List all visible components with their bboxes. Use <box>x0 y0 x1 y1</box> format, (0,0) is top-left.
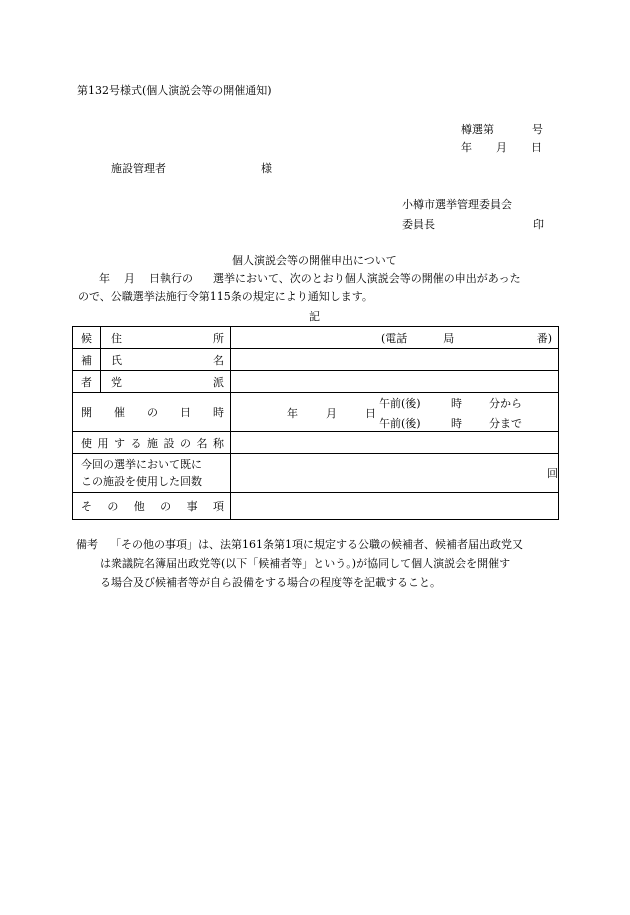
document-number-suffix: 号 <box>532 123 543 136</box>
address-label-char-1: 住 <box>111 331 122 345</box>
other-label-char-5: 事 <box>186 500 198 513</box>
facility-label-char-9: 称 <box>213 436 224 450</box>
end-minute: 分まで <box>489 417 522 430</box>
other-label-char-6: 項 <box>212 500 224 513</box>
issue-date-month: 月 <box>496 141 507 154</box>
row-usage-count <box>73 454 559 493</box>
facility-label-char-4: る <box>130 436 142 450</box>
other-value-cell[interactable] <box>231 493 559 520</box>
start-hour: 時 <box>451 397 462 410</box>
other-label-char-1: そ <box>81 500 92 513</box>
party-label-cell <box>101 371 231 393</box>
row-name <box>73 349 559 371</box>
address-value-cell[interactable] <box>231 327 559 349</box>
facility-label-char-1: 使 <box>81 436 92 450</box>
start-minute: 分から <box>489 397 522 410</box>
seal-mark: 印 <box>533 218 544 231</box>
party-label-char-2: 派 <box>213 375 224 389</box>
issue-date <box>461 141 542 155</box>
party-value-cell[interactable] <box>231 371 559 393</box>
other-label-cell <box>73 493 231 520</box>
datetime-label-char-4: 日 <box>180 406 191 419</box>
addressee <box>111 162 272 176</box>
ki-mark: 記 <box>309 310 320 323</box>
usage-count-value-cell[interactable] <box>231 454 559 493</box>
remarks-line-3: る場合及び候補者等が自ら設備をする場合の程度等を記載すること。 <box>100 576 441 589</box>
remarks-text-1: 「その他の事項」は、法第161条第1項に規定する公職の候補者、候補者届出政党又 <box>110 538 523 551</box>
issue-date-day: 日 <box>531 141 542 154</box>
other-label-char-3: 他 <box>133 500 145 513</box>
start-time <box>379 395 522 411</box>
body-line-1-rest: 選挙において、次のとおり個人演説会等の開催の申出があった <box>213 272 521 285</box>
facility-label-char-3: す <box>114 436 125 450</box>
usage-count-label-line-2: この施設を使用した回数 <box>81 475 202 488</box>
facility-label-char-8: 名 <box>196 436 208 450</box>
datetime-date <box>287 405 376 421</box>
body-month: 月 <box>124 272 135 285</box>
row-facility-name <box>73 432 559 454</box>
row-party <box>73 371 559 393</box>
address-label-cell <box>101 327 231 349</box>
candidate-label-2: 補 <box>73 349 101 371</box>
end-ampm: 午前(後) <box>379 417 421 430</box>
start-ampm: 午前(後) <box>379 397 421 410</box>
usage-count-label-cell <box>73 454 231 493</box>
facility-label-char-7: の <box>180 436 191 450</box>
datetime-label-char-1: 開 <box>81 406 92 419</box>
end-hour: 時 <box>451 417 462 430</box>
facility-name-label-cell <box>73 432 231 454</box>
remarks-line-1 <box>76 535 562 554</box>
sender-title-line <box>402 218 544 232</box>
candidate-label-3: 者 <box>73 371 101 393</box>
name-value-cell[interactable] <box>231 349 559 371</box>
tel-kyoku: 局 <box>443 331 455 345</box>
facility-name-value-cell[interactable] <box>231 432 559 454</box>
addressee-label: 施設管理者 <box>111 162 166 175</box>
datetime-label-char-3: の <box>147 406 158 419</box>
datetime-label-char-5: 時 <box>213 406 224 419</box>
name-label-char-1: 氏 <box>111 353 122 367</box>
datetime-day: 日 <box>365 407 376 420</box>
body-year: 年 <box>99 272 110 285</box>
body-day-executed: 日執行の <box>149 272 193 285</box>
other-label-char-4: の <box>160 500 172 513</box>
datetime-month: 月 <box>326 407 337 420</box>
form-title: 第132号様式(個人演説会等の開催通知) <box>77 84 272 97</box>
remarks-line-2: は衆議院名簿届出政党等(以下「候補者等」という。)が協同して個人演説会を開催す <box>100 557 511 570</box>
row-other <box>73 493 559 520</box>
document-heading: 個人演説会等の開催申出について <box>232 254 397 267</box>
row-datetime <box>73 393 559 432</box>
document-number-prefix: 樽選第 <box>461 123 494 136</box>
usage-count-unit: 回 <box>547 467 558 480</box>
issue-date-year: 年 <box>461 141 472 154</box>
body-line-1 <box>99 272 521 286</box>
document-number <box>461 123 543 137</box>
usage-count-label-line-1: 今回の選挙において既に <box>81 458 202 471</box>
tel-open: (電話 <box>381 331 408 345</box>
facility-label-char-5: 施 <box>147 436 158 450</box>
body-line-2: ので、公職選挙法施行令第115条の規定により通知します。 <box>78 290 373 303</box>
remarks <box>76 535 562 592</box>
sender-title: 委員長 <box>402 218 435 231</box>
name-label-char-2: 名 <box>213 353 224 367</box>
datetime-value-cell[interactable] <box>231 393 559 432</box>
other-label-char-2: の <box>107 500 119 513</box>
datetime-label-char-2: 催 <box>114 406 125 419</box>
candidate-label-1: 候 <box>73 327 101 349</box>
datetime-label-cell <box>73 393 231 432</box>
name-label-cell <box>101 349 231 371</box>
addressee-honorific: 様 <box>261 162 272 175</box>
facility-label-char-2: 用 <box>97 436 109 450</box>
address-label-char-2: 所 <box>213 331 224 345</box>
end-time <box>379 415 522 431</box>
facility-label-char-6: 設 <box>163 436 175 450</box>
tel-ban: 番) <box>536 331 552 345</box>
party-label-char-1: 党 <box>111 375 122 389</box>
datetime-year: 年 <box>287 407 298 420</box>
notification-table <box>72 326 559 520</box>
sender-organization: 小樽市選挙管理委員会 <box>402 198 512 211</box>
row-address <box>73 327 559 349</box>
remarks-label: 備考 <box>76 538 98 551</box>
